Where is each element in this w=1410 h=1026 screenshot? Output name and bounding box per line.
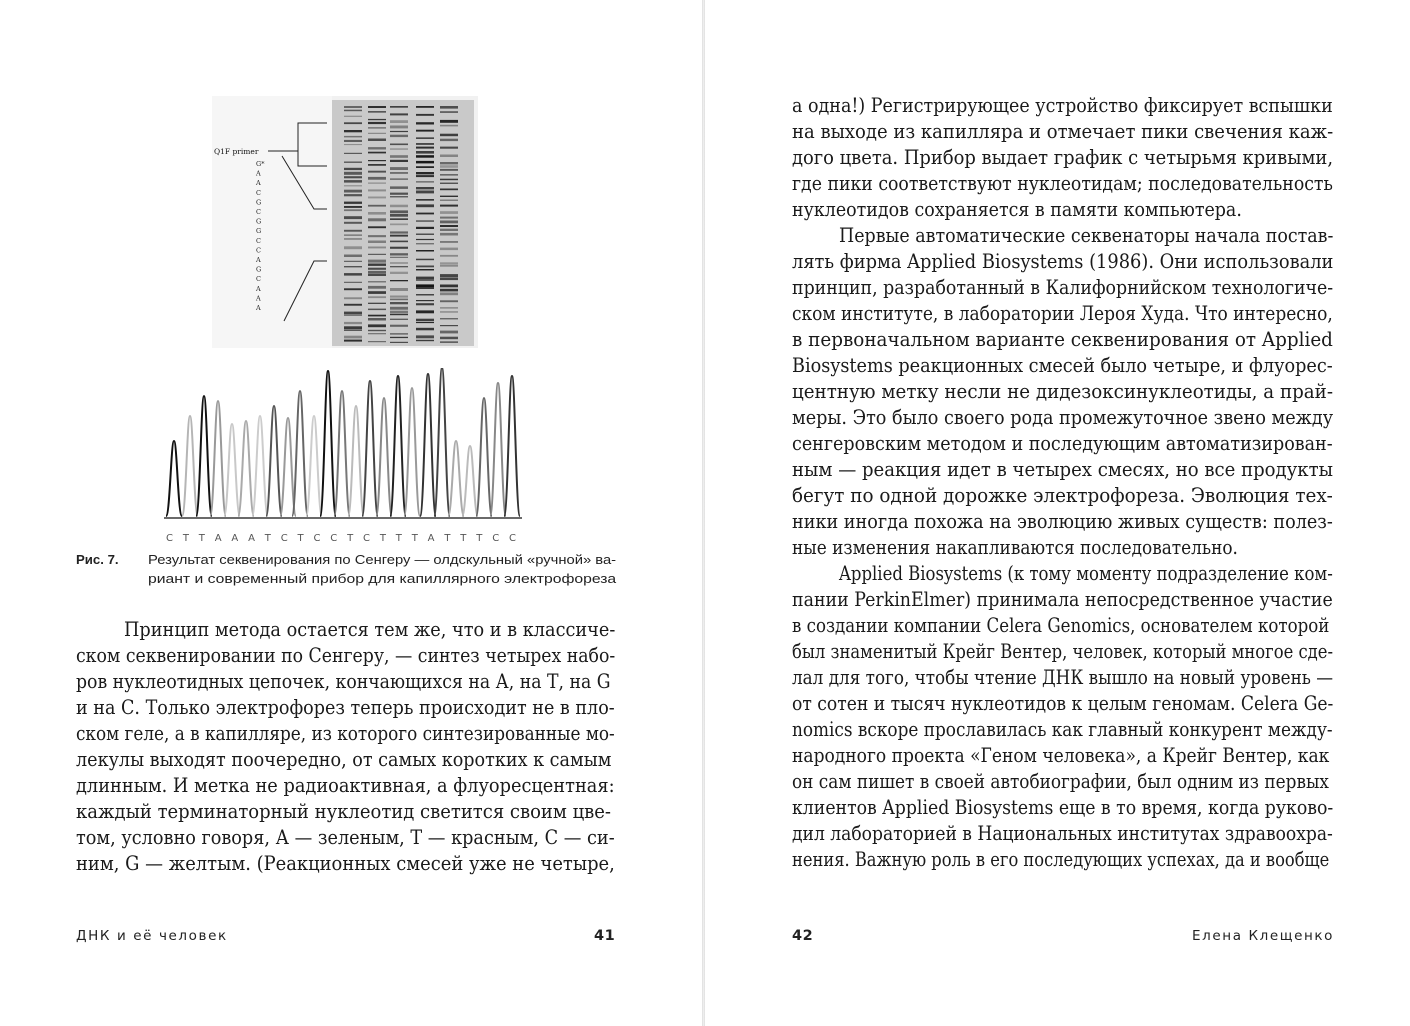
gel-sequence-letter: A [256,179,261,188]
chromatogram-peak [476,398,492,516]
text-line: Biosystems реакционных смесей было четыре, и флуорес- [792,354,1333,377]
chromatogram-peak [404,388,420,516]
text-line: нения. Важную роль в его последующих успехах, да и вообще [792,848,1330,871]
chromatogram-peak [166,441,182,516]
text-line: каждый терминаторный нуклеотид светится своим цве- [76,800,611,823]
text-line: он сам пишет в своей автобиографии, был одним из первых [792,770,1329,793]
text-line: и на С. Только электрофорез теперь происходит не в пло- [76,696,615,719]
text-line: бегут по одной дорожке электрофореза. Эволюция тех- [792,484,1333,507]
text-line: в первоначальном варианте секвенирования от Applied [792,328,1333,351]
gel-sequence-letter: A [256,169,261,178]
text-line: был знаменитый Крейг Вентер, человек, который многое сде- [792,640,1333,663]
text-line: ные изменения накапливаются последовательно. [792,536,1238,559]
text-line: клиентов Applied Biosystems еще в то время, когда руково- [792,796,1334,819]
gel-sequence-letter: G [256,227,262,236]
caption-line: Результат секвенирования по Сенгеру — олдскульный «ручной» ва- [148,552,617,567]
text-line: ным — реакция идет в четырех смесях, но все продукты [792,458,1333,481]
chromatogram-peak [252,416,268,516]
chromatogram-peak [448,441,464,516]
text-line: дил лабораторией в Национальных институтах здравоохра- [792,822,1333,845]
chromatogram-peak [348,406,364,516]
text-line: лал для того, чтобы чтение ДНК вышло на новый уровень — [792,666,1334,689]
chromatogram-peak [196,396,212,516]
sanger-gel-image [212,96,478,348]
gel-primer-label: Q1F primer [214,147,259,156]
running-title-right: Елена Клещенко [1192,928,1335,944]
caption-label: Рис. 7. [76,552,119,567]
text-line: ров нуклеотидных цепочек, кончающихся на А, на Т, на G [76,670,611,693]
text-line: nomics вскоре прославилась как главный конкурент между- [792,718,1333,741]
gel-sequence-letter: C [256,208,261,216]
caption-line: риант и современный прибор для капиллярного электрофореза [148,571,617,586]
chromatogram-peak [182,416,198,516]
text-line: Первые автоматические секвенаторы начала постав- [839,224,1334,247]
gel-sequence-letter: C [256,236,261,245]
chromatogram-peak [420,374,436,516]
chromatogram-peak [320,371,336,516]
chromatogram-peak [306,416,322,516]
text-line: ском секвенировании по Сенгеру, — синтез четырех набо- [76,644,616,667]
text-line: сенгеровским методом и последующим автоматизирован- [792,432,1333,455]
gel-sequence-letter: A [256,256,261,264]
chromatogram-peak [434,368,450,516]
gel-sequence-letter: G [256,265,262,274]
chromatogram-peak [362,381,378,516]
chromatogram-peak [462,446,478,516]
capillary-chromatogram [160,368,530,544]
gel-sequence-letter: G [256,217,262,226]
text-line: Принцип метода остается тем же, что и в классиче- [124,618,616,641]
text-line: Applied Biosystems (к тому моменту подразделение ком- [839,562,1333,585]
chromatogram-peak [490,383,506,516]
text-line: том, условно говоря, А — зеленым, Т — красным, С — си- [76,826,615,849]
text-line: в создании компании Celera Genomics, основателем которой [792,614,1330,637]
chromatogram-base-calls: C T T A A A T C T C C T C T T T A T T T C C [166,533,516,544]
text-line: дого цвета. Прибор выдает график с четырьмя кривыми, [792,146,1334,169]
chromatogram-peak [376,398,392,516]
chromatogram-peak [504,376,520,516]
text-line: принцип, разработанный в Калифорнийском технологиче- [792,276,1334,299]
right-page [706,0,1410,1026]
text-line: ском институте, в лаборатории Лероя Худа. Что интересно, [792,302,1333,325]
gel-lanes [332,100,474,346]
text-line: лять фирма Applied Biosystems (1986). Они использовали [792,250,1334,273]
text-line: лекулы выходят поочередно, от самых коротких к самым [76,748,612,771]
gel-sequence-letter: G [256,198,262,207]
gel-sequence-letter: A [256,294,261,303]
text-line: длинным. И метка не радиоактивная, а флуоресцентная: [76,774,615,797]
gel-sequence-letter: A [256,284,261,293]
text-line: ском геле, а в капилляре, из которого синтезированные мо- [76,722,615,745]
left-page [0,0,702,1026]
chromatogram-peak [334,391,350,516]
book-gutter [702,0,705,1026]
page-number-41: 41 [594,928,616,944]
chromatogram-peak [238,421,254,516]
text-line: где пики соответствуют нуклеотидам; последовательность [792,172,1333,195]
gel-sequence-letter: C [256,246,261,255]
running-title-left: ДНК и её человек [76,928,228,944]
text-line: от сотен и тысяч нуклеотидов к целым геномам. Celera Ge- [792,692,1334,715]
gel-sequence-letter: C [256,188,261,197]
chromatogram-peak [224,424,240,516]
text-line: народного проекта «Геном человека», а Крейг Вентер, как [792,744,1330,767]
text-line: пании PerkinElmer) принимала непосредственное участие [792,588,1333,611]
page-number-42: 42 [792,928,814,944]
text-line: а одна!) Регистрирующее устройство фиксирует вспышки [792,94,1333,117]
chromatogram-peak [210,401,226,516]
text-line: на выходе из капилляра и отмечает пики свечения каж- [792,120,1334,143]
gel-sequence-letter: G* [256,160,265,168]
text-line: нуклеотидов сохраняется в памяти компьютера. [792,198,1242,221]
text-line: центную метку несли не дидезоксинуклеотиды, а прай- [792,380,1334,403]
gel-sequence-letter: A [256,304,261,312]
gel-sequence-letter: C [256,275,261,284]
chromatogram-peak [292,391,308,516]
chromatogram-peak [390,376,406,516]
text-line: ники иногда похожа на эволюцию живых существ: полез- [792,510,1333,533]
text-line: ним, G — желтым. (Реакционных смесей уже не четыре, [76,852,615,875]
text-line: меры. Это было своего рода промежуточное звено между [792,406,1334,429]
chromatogram-peak [266,406,282,516]
